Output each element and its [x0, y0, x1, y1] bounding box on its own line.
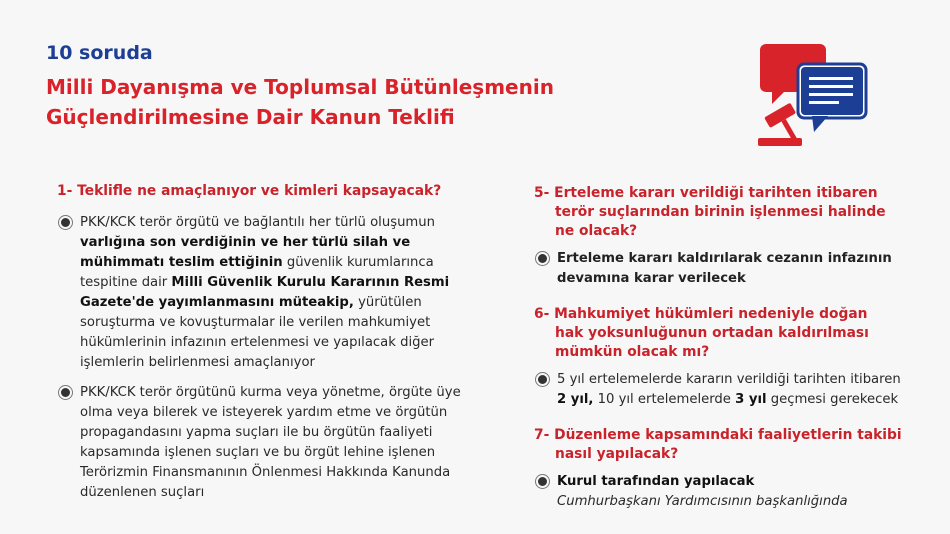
bullet-icon — [61, 388, 70, 397]
text: 5 yıl ertelemelerde kararın verildiği tarihten itibaren — [557, 372, 901, 387]
question-line: Erteleme kararı verildiği tarihten itibaren — [554, 185, 878, 201]
answer-6 — [534, 370, 904, 410]
text: PKK/KCK terör örgütü ve bağlantılı her türlü oluşumun — [80, 215, 435, 230]
list-item — [57, 383, 477, 503]
page-title — [46, 72, 554, 132]
question-number: 6- — [534, 306, 550, 322]
bold-text: varlığına son verdiğinin ve her türlü silah ve mühimmatı teslim ettiğinin — [80, 235, 411, 270]
header — [46, 42, 554, 132]
list-item — [57, 213, 477, 373]
question-1: 1- Teklifle ne amaçlanıyor ve kimleri kapsayacak? — [57, 183, 442, 199]
bold-text: Kurul tarafından yapılacak — [557, 474, 755, 489]
question-5 — [534, 184, 904, 241]
bullet-icon — [538, 254, 547, 263]
text: güvenlik kurumlarınca tespitine dair — [80, 255, 434, 290]
left-column — [57, 182, 477, 513]
title-line-1: Milli Dayanışma ve Toplumsal Bütünleşmenin — [46, 75, 554, 99]
question-line: hak yoksunluğunun ortadan kaldırılması — [555, 325, 869, 341]
bullet-icon — [538, 477, 547, 486]
answer-7 — [534, 472, 904, 512]
text: geçmesi gerekecek — [766, 392, 899, 407]
subtitle: 10 soruda — [46, 42, 153, 64]
text: PKK/KCK terör örgütünü kurma veya yönetme, örgüte üye olma veya bilerek ve isteyerek yardım etme ve örgütün propagandasını yapma suçları ile bu örgütün faaliyeti kapsamında işlenen suçları ve bu örgüt lehine işlenen Terörizmin Finansmanının Önlenmesi Hakkında Kanunda düzenlenen suçları — [80, 385, 461, 500]
question-line: ne olacak? — [555, 223, 638, 239]
answer-5 — [534, 249, 904, 289]
text: yürütülen soruşturma ve kovuşturmalar ile verilen mahkumiyet hükümlerinin infazının ertelenmesi ve yapılacak diğer işlemlerin belirlenmesi amaçlanıyor — [80, 295, 435, 370]
title-line-2: Güçlendirilmesine Dair Kanun Teklifi — [46, 105, 455, 129]
question-line: Düzenleme kapsamındaki faaliyetlerin takibi — [554, 427, 902, 443]
bullet-icon — [538, 375, 547, 384]
question-line: terör suçlarından birinin işlenmesi halinde — [555, 204, 886, 220]
question-number: 7- — [534, 427, 550, 443]
question-7 — [534, 426, 904, 464]
bullet-icon — [61, 218, 70, 227]
text: Erteleme kararı kaldırılarak cezanın infazının devamına karar verilecek — [557, 251, 892, 286]
right-column — [534, 184, 904, 522]
italic-text: Cumhurbaşkanı Yardımcısının başkanlığında — [557, 494, 848, 509]
question-number: 5- — [534, 185, 550, 201]
bold-text: 2 yıl, — [557, 392, 594, 407]
bold-text: 3 yıl — [735, 392, 767, 407]
bold-text: Milli Güvenlik Kurulu Kararının Resmi Gazete'de yayımlanmasını müteakip, — [80, 275, 450, 310]
question-line: Mahkumiyet hükümleri nedeniyle doğan — [554, 306, 868, 322]
question-line: nasıl yapılacak? — [555, 446, 679, 462]
text: 10 yıl ertelemelerde — [593, 392, 736, 407]
question-line: mümkün olacak mı? — [555, 344, 710, 360]
question-6 — [534, 305, 904, 362]
chat-bubbles-gavel-icon — [754, 40, 874, 150]
